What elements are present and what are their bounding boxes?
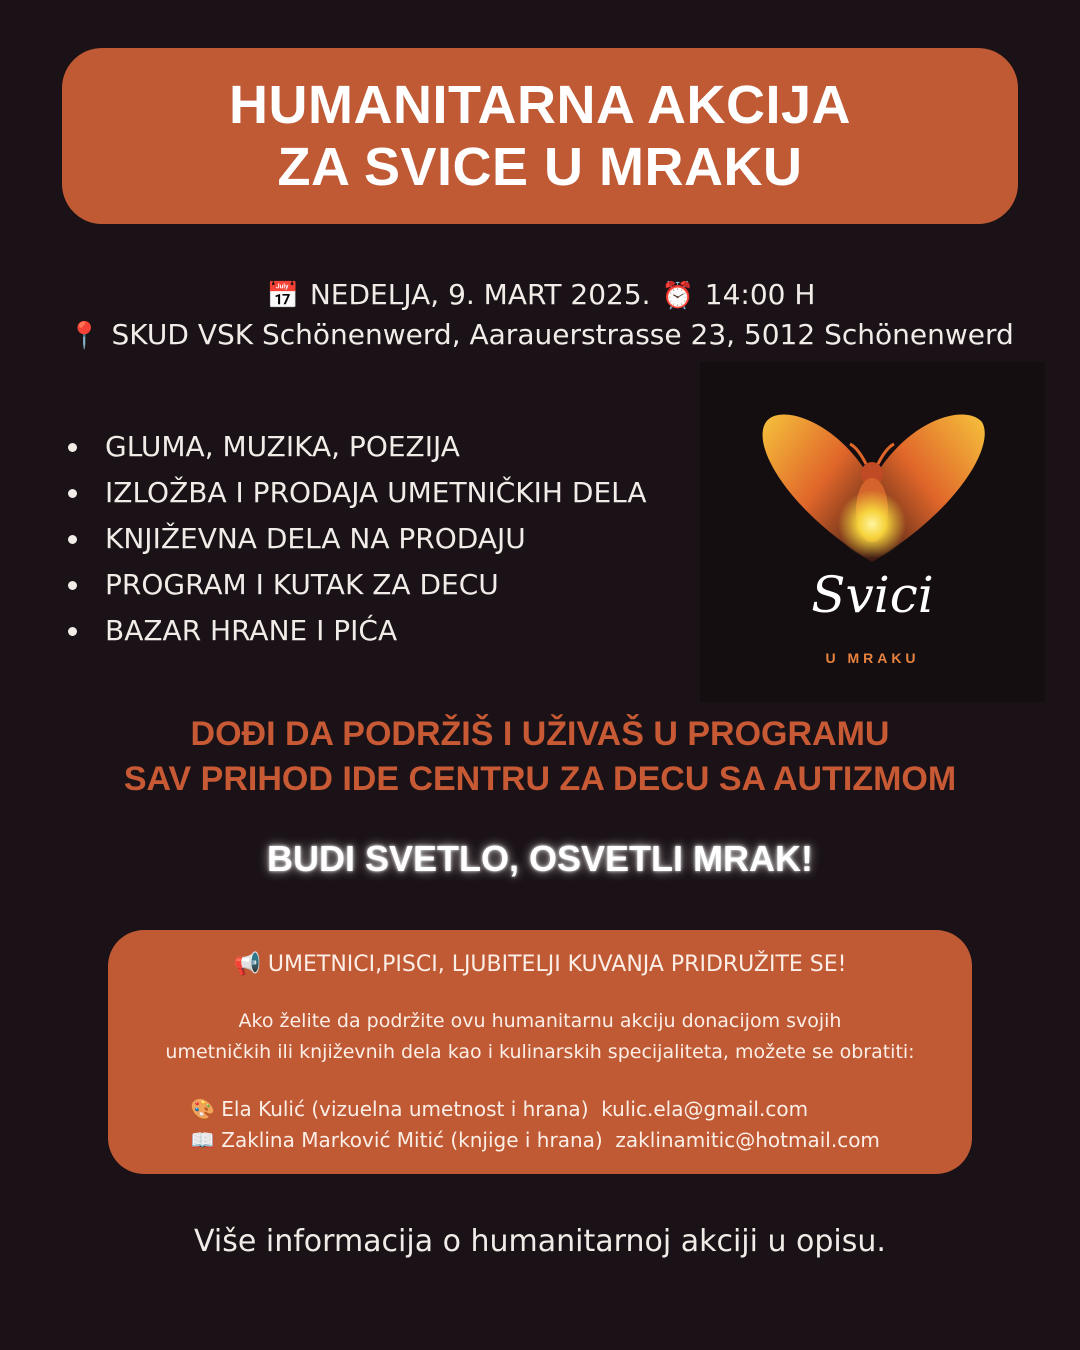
- event-date-time: [0, 278, 1080, 311]
- slogan: BUDI SVETLO, OSVETLI MRAK!: [266, 838, 813, 879]
- calendar-icon: 📅: [266, 281, 299, 311]
- title-line-2: ZA SVICE U MRAKU: [277, 137, 803, 197]
- event-location: [0, 318, 1080, 351]
- bullet-icon: [68, 443, 77, 452]
- bullet-icon: [68, 627, 77, 636]
- contact-email[interactable]: zaklinamitic@hotmail.com: [615, 1128, 880, 1152]
- event-date: NEDELJA, 9. MART 2025.: [309, 278, 651, 311]
- list-item: PROGRAM I KUTAK ZA DECU: [68, 562, 647, 608]
- support-line-1: DOĐI DA PODRŽIŠ I UŽIVAŠ U PROGRAMU: [190, 715, 890, 753]
- support-line-2: SAV PRIHOD IDE CENTRU ZA DECU SA AUTIZMOM: [123, 760, 957, 798]
- info-box: [108, 930, 972, 1174]
- info-body-line-2: umetničkih ili književnih dela kao i kulinarskih specijaliteta, možete se obratiti:: [165, 1041, 915, 1063]
- bullet-icon: [68, 535, 77, 544]
- title-banner: [62, 48, 1018, 224]
- contact-zaklina: 📖 Zaklina Marković Mitić (knjige i hrana) zaklinamitic@hotmail.com: [190, 1128, 880, 1152]
- info-body-line-1: Ako želite da podržite ovu humanitarnu akciju donacijom svojih: [238, 1010, 842, 1032]
- contact-ela: 🎨 Ela Kulić (vizuelna umetnost i hrana) kulic.ela@gmail.com: [190, 1097, 809, 1121]
- footer-text: Više informacija o humanitarnoj akciji u opisu.: [194, 1224, 886, 1259]
- book-icon: 📖: [190, 1128, 215, 1152]
- contact-email[interactable]: kulic.ela@gmail.com: [601, 1097, 809, 1121]
- logo-subtitle: U MRAKU: [825, 650, 920, 666]
- info-heading: 📢 UMETNICI,PISCI, LJUBITELJI KUVANJA PRIDRUŽITE SE!: [233, 952, 847, 977]
- list-item: IZLOŽBA I PRODAJA UMETNIČKIH DELA: [68, 470, 647, 516]
- list-item: KNJIŽEVNA DELA NA PRODAJU: [68, 516, 647, 562]
- pin-icon: 📍: [68, 321, 101, 351]
- megaphone-icon: 📢: [233, 952, 261, 977]
- logo-name: Svici: [811, 566, 934, 624]
- palette-icon: 🎨: [190, 1097, 215, 1121]
- alarm-clock-icon: ⏰: [661, 281, 694, 311]
- event-location-text: SKUD VSK Schönenwerd, Aarauerstrasse 23, 5012 Schönenwerd: [111, 318, 1014, 351]
- event-time: 14:00 H: [704, 278, 816, 311]
- bullet-icon: [68, 489, 77, 498]
- title-line-1: HUMANITARNA AKCIJA: [229, 75, 851, 135]
- bullet-icon: [68, 581, 77, 590]
- list-item: BAZAR HRANE I PIĆA: [68, 608, 647, 654]
- activities-list: [68, 424, 647, 654]
- list-item: GLUMA, MUZIKA, POEZIJA: [68, 424, 647, 470]
